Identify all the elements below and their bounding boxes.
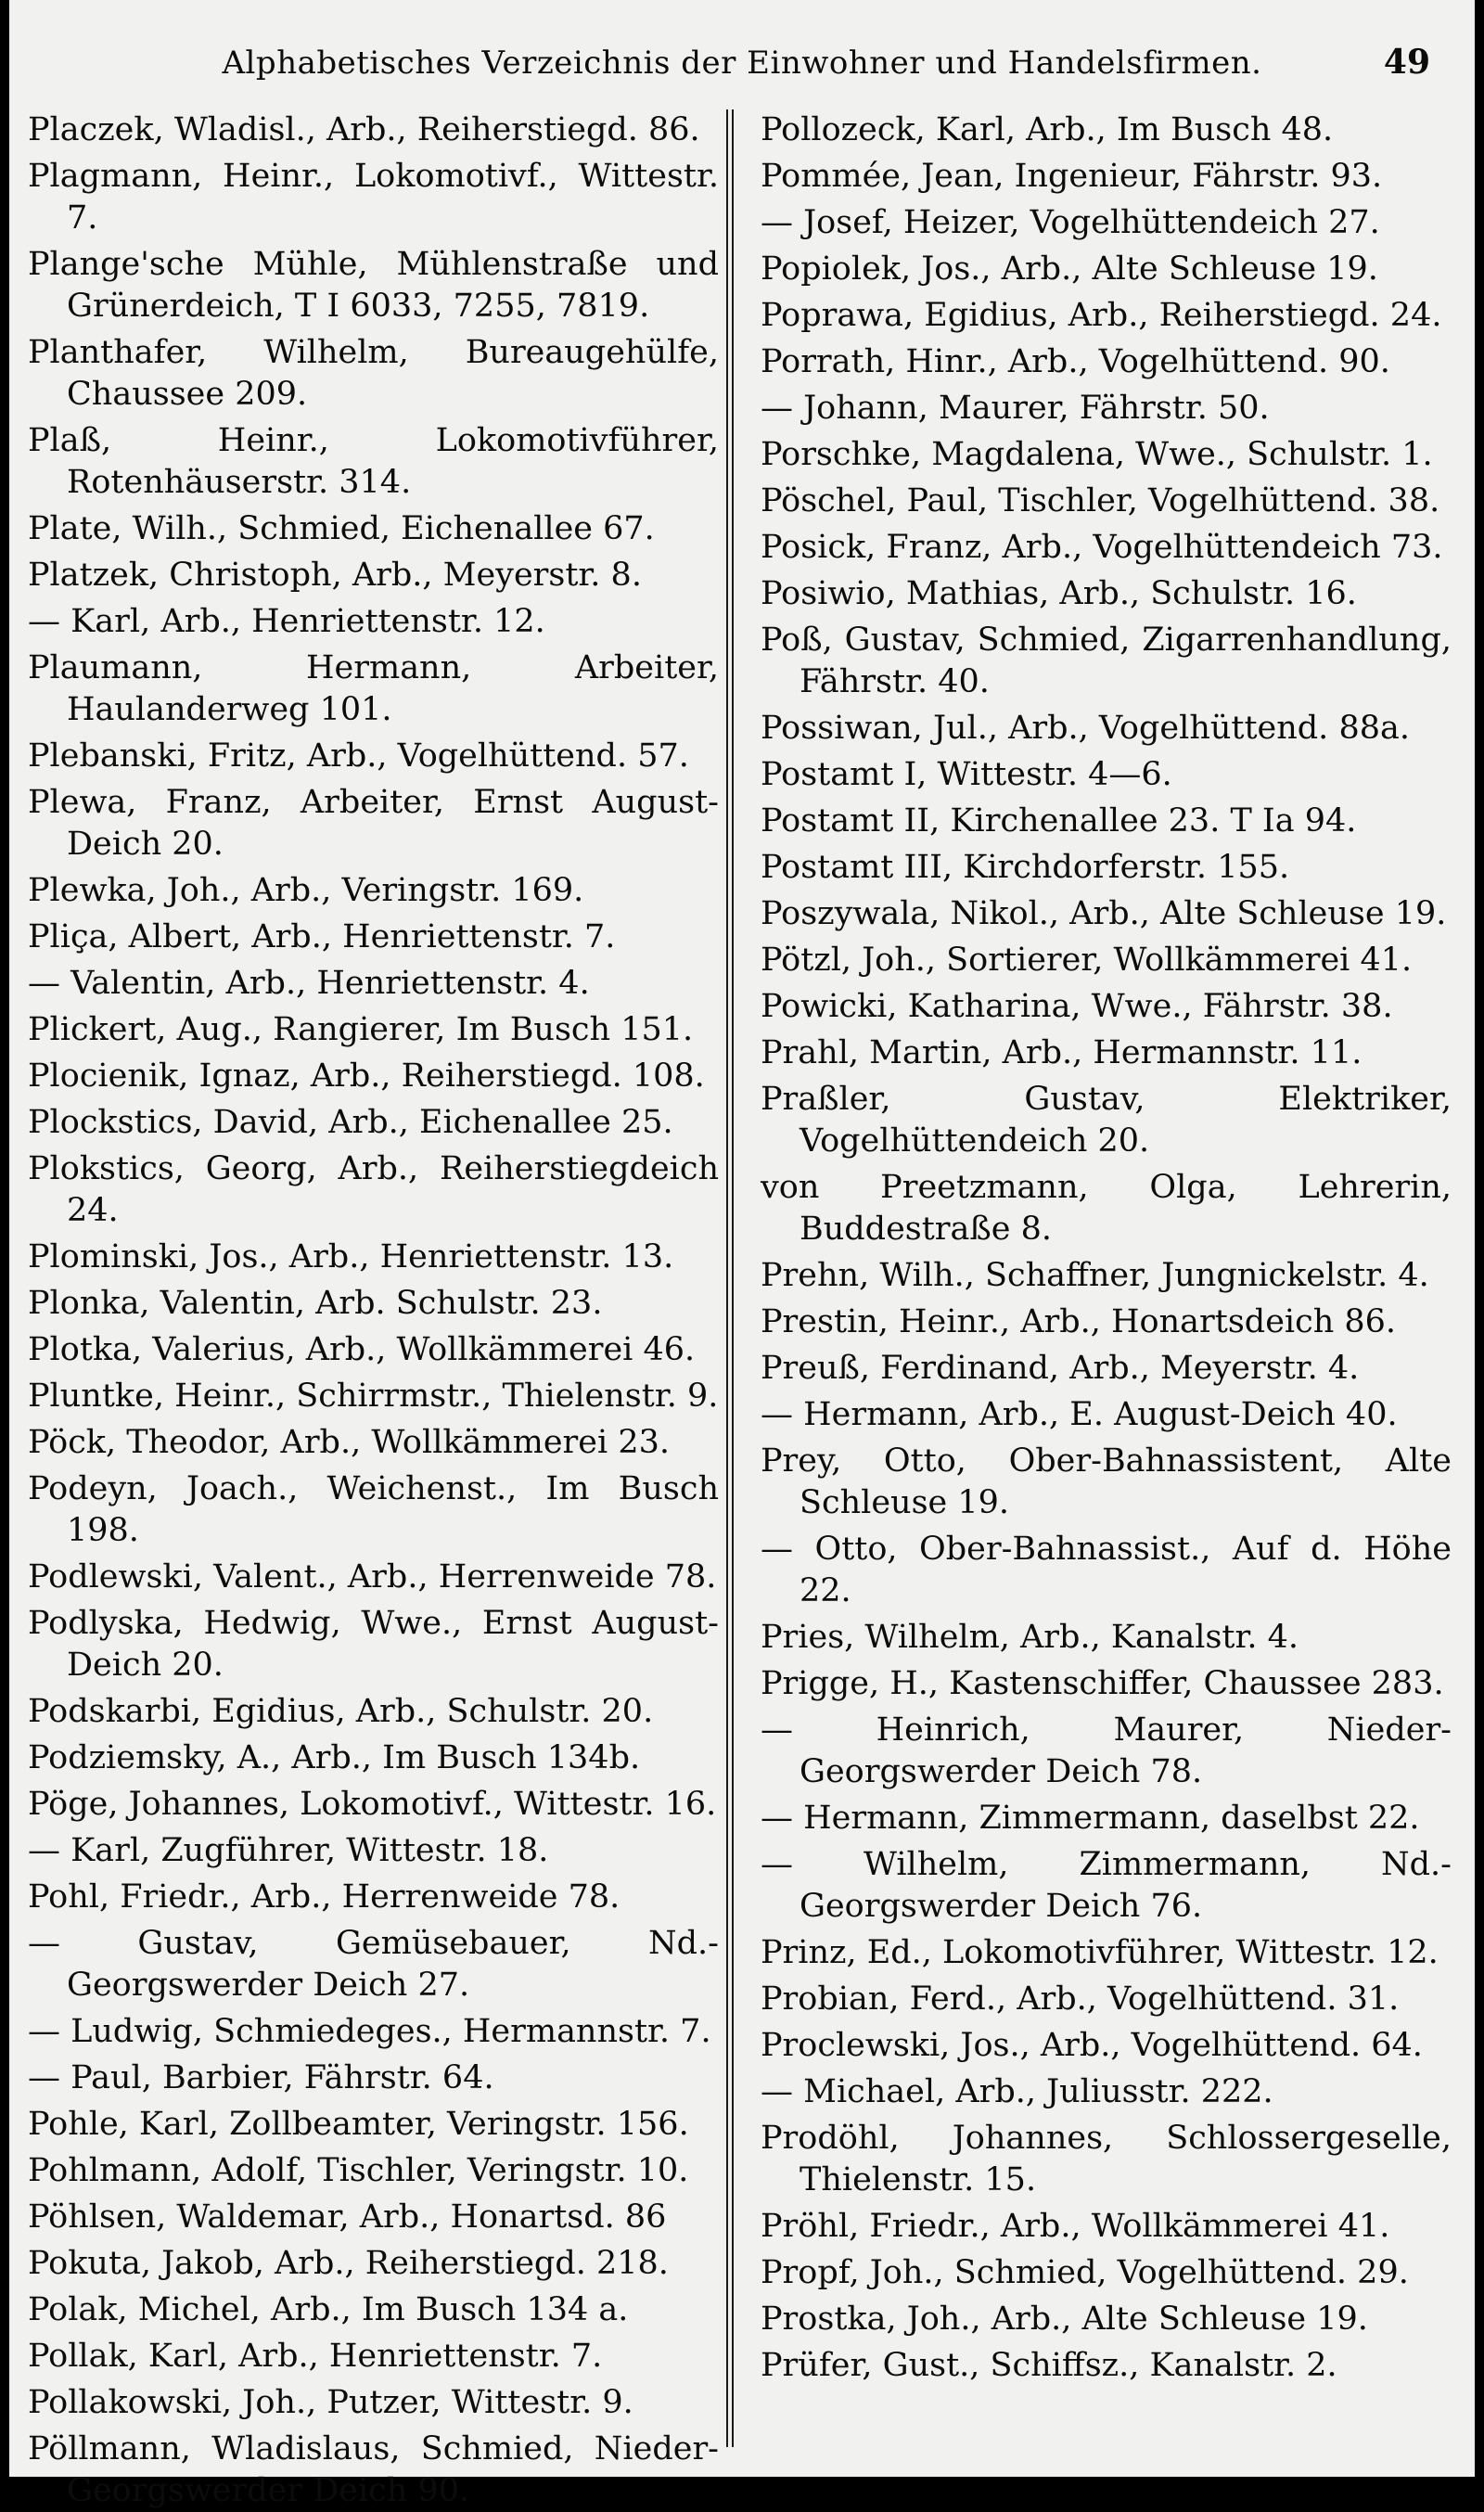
directory-entry: Plickert, Aug., Rangierer, Im Busch 151. — [28, 1011, 694, 1048]
directory-entry: Plewka, Joh., Arb., Veringstr. 169. — [28, 872, 584, 909]
directory-entry: Plominski, Jos., Arb., Henriettenstr. 13. — [28, 1238, 674, 1275]
directory-entry: Prigge, H., Kastenschiffer, Chaussee 283. — [761, 1665, 1444, 1702]
directory-entry: Pötzl, Joh., Sortierer, Wollkämmerei 41. — [761, 942, 1413, 979]
directory-entry: Placzek, Wladisl., Arb., Reiherstiegd. 86. — [28, 111, 700, 148]
directory-entry: Poß, Gustav, Schmied, Zigarrenhandlung, Fährstr. 40. — [761, 622, 1452, 700]
directory-entry: Prehn, Wilh., Schaffner, Jungnickelstr. 4. — [761, 1257, 1429, 1294]
page-header — [9, 41, 1475, 93]
directory-entry: Pliça, Albert, Arb., Henriettenstr. 7. — [28, 918, 616, 955]
directory-entry: Podlyska, Hedwig, Wwe., Ernst August-Deich 20. — [28, 1605, 719, 1684]
directory-entry: Pommée, Jean, Ingenieur, Fährstr. 93. — [761, 158, 1383, 195]
directory-entry: Poprawa, Egidius, Arb., Reiherstiegd. 24. — [761, 297, 1442, 334]
directory-entry: Prinz, Ed., Lokomotivführer, Wittestr. 12. — [761, 1934, 1439, 1971]
directory-entry: — Gustav, Gemüsebauer, Nd.-Georgswerder Deich 27. — [28, 1925, 719, 2004]
directory-entry: Pluntke, Heinr., Schirrmstr., Thielenstr. 9. — [28, 1378, 719, 1415]
directory-entry: Plockstics, David, Arb., Eichenallee 25. — [28, 1104, 673, 1141]
directory-entry: — Johann, Maurer, Fährstr. 50. — [761, 390, 1270, 427]
directory-page — [9, 0, 1475, 2509]
directory-entry: — Paul, Barbier, Fährstr. 64. — [28, 2059, 494, 2096]
directory-entry: — Hermann, Zimmermann, daselbst 22. — [761, 1800, 1420, 1837]
directory-entry: Pohl, Friedr., Arb., Herrenweide 78. — [28, 1878, 620, 1916]
directory-entry: Plebanski, Fritz, Arb., Vogelhüttend. 57. — [28, 737, 689, 775]
directory-entry: Posick, Franz, Arb., Vogelhüttendeich 73. — [761, 529, 1443, 566]
directory-entry: — Josef, Heizer, Vogelhüttendeich 27. — [761, 204, 1380, 241]
directory-entry: Pöschel, Paul, Tischler, Vogelhüttend. 38. — [761, 482, 1440, 519]
left-column — [28, 109, 719, 2509]
column-divider-line — [726, 109, 728, 2447]
directory-entry: Pöllmann, Wladislaus, Schmied, Nieder-Georgswerder Deich 90. — [28, 2430, 719, 2509]
directory-entry: Posiwio, Mathias, Arb., Schulstr. 16. — [761, 575, 1357, 612]
directory-entry: — Valentin, Arb., Henriettenstr. 4. — [28, 965, 590, 1002]
directory-entry: Prüfer, Gust., Schiffsz., Kanalstr. 2. — [761, 2347, 1337, 2384]
directory-entry: Pokuta, Jakob, Arb., Reiherstiegd. 218. — [28, 2245, 669, 2282]
directory-entry: Plate, Wilh., Schmied, Eichenallee 67. — [28, 510, 655, 547]
directory-entry: Prahl, Martin, Arb., Hermannstr. 11. — [761, 1034, 1362, 1071]
directory-entry: Powicki, Katharina, Wwe., Fährstr. 38. — [761, 988, 1393, 1025]
directory-entry: Propf, Joh., Schmied, Vogelhüttend. 29. — [761, 2254, 1409, 2291]
directory-entry: — Karl, Arb., Henriettenstr. 12. — [28, 603, 545, 640]
directory-entry: Plaumann, Hermann, Arbeiter, Haulanderweg 101. — [28, 649, 719, 728]
directory-entry: Preuß, Ferdinand, Arb., Meyerstr. 4. — [761, 1350, 1360, 1387]
directory-entry: Platzek, Christoph, Arb., Meyerstr. 8. — [28, 557, 642, 594]
directory-entry: Pollak, Karl, Arb., Henriettenstr. 7. — [28, 2338, 603, 2375]
page-number: 49 — [1383, 43, 1430, 82]
directory-entry: — Otto, Ober-Bahnassist., Auf d. Höhe 22. — [761, 1531, 1452, 1609]
directory-entry: Porschke, Magdalena, Wwe., Schulstr. 1. — [761, 436, 1433, 473]
directory-entry: Pohlmann, Adolf, Tischler, Veringstr. 10. — [28, 2152, 689, 2189]
directory-entry: Prostka, Joh., Arb., Alte Schleuse 19. — [761, 2301, 1368, 2338]
directory-entry: Prey, Otto, Ober-Bahnassistent, Alte Schleuse 19. — [761, 1442, 1452, 1521]
directory-entry: Podskarbi, Egidius, Arb., Schulstr. 20. — [28, 1693, 654, 1730]
right-column — [761, 109, 1452, 2447]
column-divider-line — [732, 109, 734, 2447]
directory-entry: Plokstics, Georg, Arb., Reiherstiegdeich 24. — [28, 1150, 719, 1229]
directory-entry: Proclewski, Jos., Arb., Vogelhüttend. 64. — [761, 2027, 1423, 2064]
page-title: Alphabetisches Verzeichnis der Einwohner und Handelsfirmen. — [222, 45, 1262, 82]
directory-entry: Prodöhl, Johannes, Schlossergeselle, Thielenstr. 15. — [761, 2120, 1452, 2198]
directory-entry: Plange'sche Mühle, Mühlenstraße und Grünerdeich, T I 6033, 7255, 7819. — [28, 246, 719, 325]
directory-entry: — Ludwig, Schmiedeges., Hermannstr. 7. — [28, 2013, 711, 2050]
directory-entry: Popiolek, Jos., Arb., Alte Schleuse 19. — [761, 250, 1378, 288]
directory-entry: Probian, Ferd., Arb., Vogelhüttend. 31. — [761, 1980, 1400, 2018]
directory-entry: — Heinrich, Maurer, Nieder-Georgswerder Deich 78. — [761, 1711, 1452, 1790]
directory-entry: Pollakowski, Joh., Putzer, Wittestr. 9. — [28, 2384, 633, 2421]
directory-entry: Pries, Wilhelm, Arb., Kanalstr. 4. — [761, 1619, 1298, 1656]
directory-entry: Plewa, Franz, Arbeiter, Ernst August-Deich 20. — [28, 784, 719, 863]
directory-entry: Postamt III, Kirchdorferstr. 155. — [761, 849, 1290, 886]
directory-entry: Poszywala, Nikol., Arb., Alte Schleuse 19. — [761, 895, 1447, 932]
directory-entry: Plonka, Valentin, Arb. Schulstr. 23. — [28, 1285, 603, 1322]
directory-entry: — Karl, Zugführer, Wittestr. 18. — [28, 1832, 549, 1869]
directory-entry: Pöck, Theodor, Arb., Wollkämmerei 23. — [28, 1424, 670, 1461]
directory-entry: Postamt I, Wittestr. 4—6. — [761, 756, 1172, 793]
directory-entry: Polak, Michel, Arb., Im Busch 134 a. — [28, 2291, 629, 2328]
directory-entry: Plotka, Valerius, Arb., Wollkämmerei 46. — [28, 1331, 696, 1368]
directory-entry: Planthafer, Wilhelm, Bureaugehülfe, Chaussee 209. — [28, 334, 719, 413]
directory-entry: Pollozeck, Karl, Arb., Im Busch 48. — [761, 111, 1334, 148]
directory-entry: Praßler, Gustav, Elektriker, Vogelhüttendeich 20. — [761, 1081, 1452, 1160]
directory-entry: Plagmann, Heinr., Lokomotivf., Wittestr. 7. — [28, 158, 719, 237]
directory-entry: Pöhlsen, Waldemar, Arb., Honartsd. 86 — [28, 2198, 667, 2236]
directory-entry: Pröhl, Friedr., Arb., Wollkämmerei 41. — [761, 2208, 1390, 2245]
directory-entry: von Preetzmann, Olga, Lehrerin, Buddestraße 8. — [761, 1169, 1452, 1248]
directory-entry: Possiwan, Jul., Arb., Vogelhüttend. 88a. — [761, 710, 1410, 747]
directory-entry: — Hermann, Arb., E. August-Deich 40. — [761, 1396, 1398, 1433]
directory-entry: Prestin, Heinr., Arb., Honartsdeich 86. — [761, 1303, 1397, 1340]
directory-entry: — Michael, Arb., Juliusstr. 222. — [761, 2073, 1273, 2110]
directory-entry: — Wilhelm, Zimmermann, Nd.-Georgswerder Deich 76. — [761, 1846, 1452, 1925]
directory-entry: Plocienik, Ignaz, Arb., Reiherstiegd. 108. — [28, 1057, 705, 1095]
directory-entry: Plaß, Heinr., Lokomotivführer, Rotenhäuserstr. 314. — [28, 422, 719, 501]
directory-entry: Porrath, Hinr., Arb., Vogelhüttend. 90. — [761, 343, 1390, 380]
directory-entry: Pohle, Karl, Zollbeamter, Veringstr. 156. — [28, 2106, 689, 2143]
directory-entry: Podziemsky, A., Arb., Im Busch 134b. — [28, 1739, 641, 1776]
directory-entry: Pöge, Johannes, Lokomotivf., Wittestr. 16. — [28, 1786, 717, 1823]
directory-entry: Postamt II, Kirchenallee 23. T Ia 94. — [761, 802, 1357, 839]
directory-entry: Podeyn, Joach., Weichenst., Im Busch 198. — [28, 1470, 719, 1549]
directory-entry: Podlewski, Valent., Arb., Herrenweide 78. — [28, 1558, 717, 1596]
